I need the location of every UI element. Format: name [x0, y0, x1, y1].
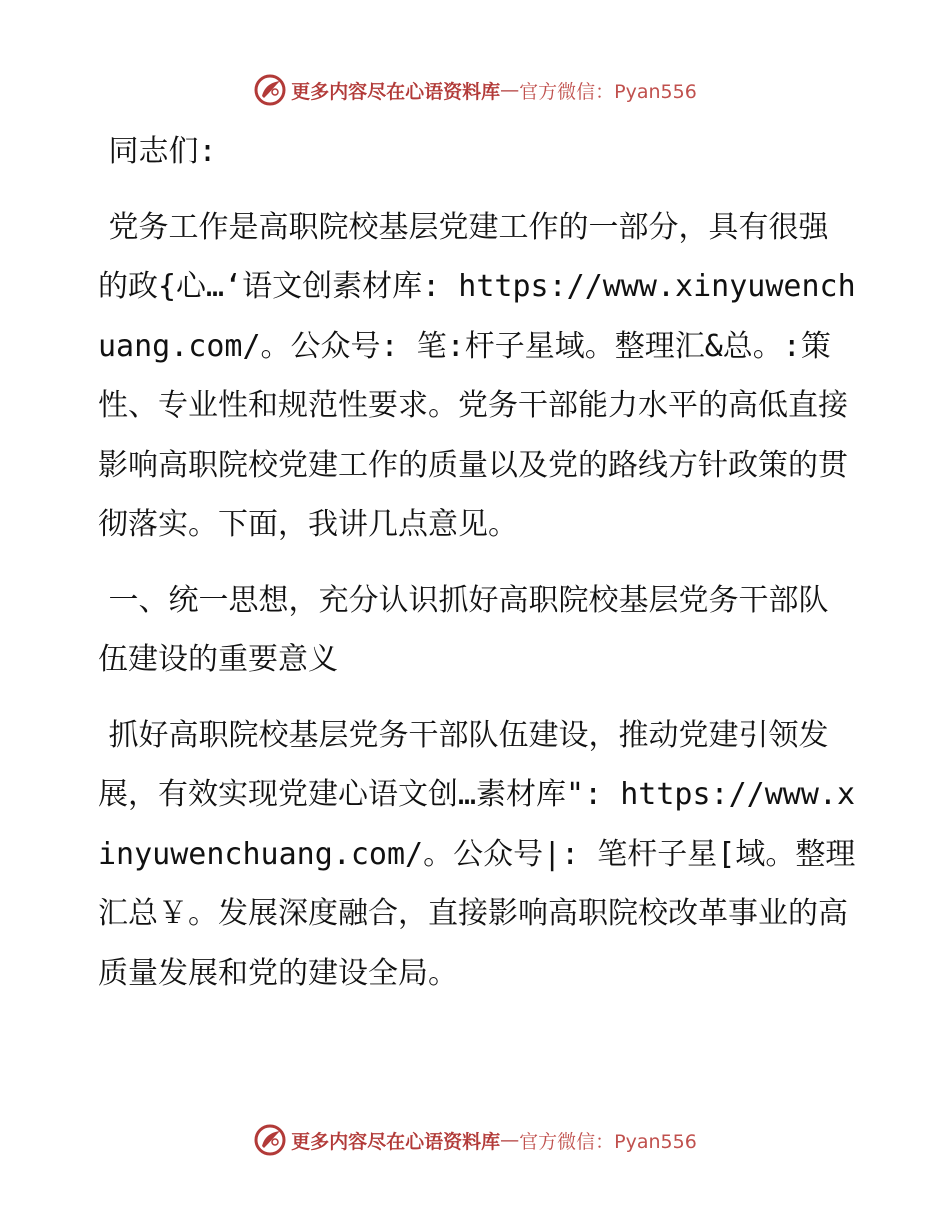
salutation: 同志们:	[108, 134, 217, 169]
brand-logo-icon	[253, 1123, 287, 1157]
watermark-separator: —	[500, 1129, 520, 1151]
watermark-site-text: 更多内容尽在心语资料库	[291, 80, 501, 103]
document-body	[98, 122, 858, 1019]
header-watermark-banner	[0, 70, 950, 110]
watermark-separator: —	[500, 79, 520, 101]
watermark-wechat-text: 官方微信：Pyan556	[519, 1130, 697, 1153]
watermark-wechat-text: 官方微信：Pyan556	[519, 80, 697, 103]
section-heading-1: 一、统一思想，充分认识抓好高职院校基层党务干部队伍建设的重要意义	[98, 582, 829, 677]
paragraph-section-1: 抓好高职院校基层党务干部队伍建设，推动党建引领发展，有效实现党建心语文创…素材库": https://www.xinyuwenchuang.com/。公众号|: 笔杆子星[域。整理汇总￥。发展深度融合，直接影响高职院校改革事业的高质量发展和党的建设全局。	[98, 717, 856, 991]
paragraph-intro: 党务工作是高职院校基层党建工作的一部分，具有很强的政{心…‘语文创素材库: https://www.xinyuwenchuang.com/。公众号: 笔:杆子星域。整理汇&总。:策性、专业性和规范性要求。党务干部能力水平的高低直接影响高职院校党建工作的质量以及党的路线方针政策的贯彻落实。下面，我讲几点意见。	[98, 209, 856, 542]
brand-logo-icon	[253, 73, 287, 107]
watermark-site-text: 更多内容尽在心语资料库	[291, 1130, 501, 1153]
footer-watermark-banner	[0, 1120, 950, 1160]
